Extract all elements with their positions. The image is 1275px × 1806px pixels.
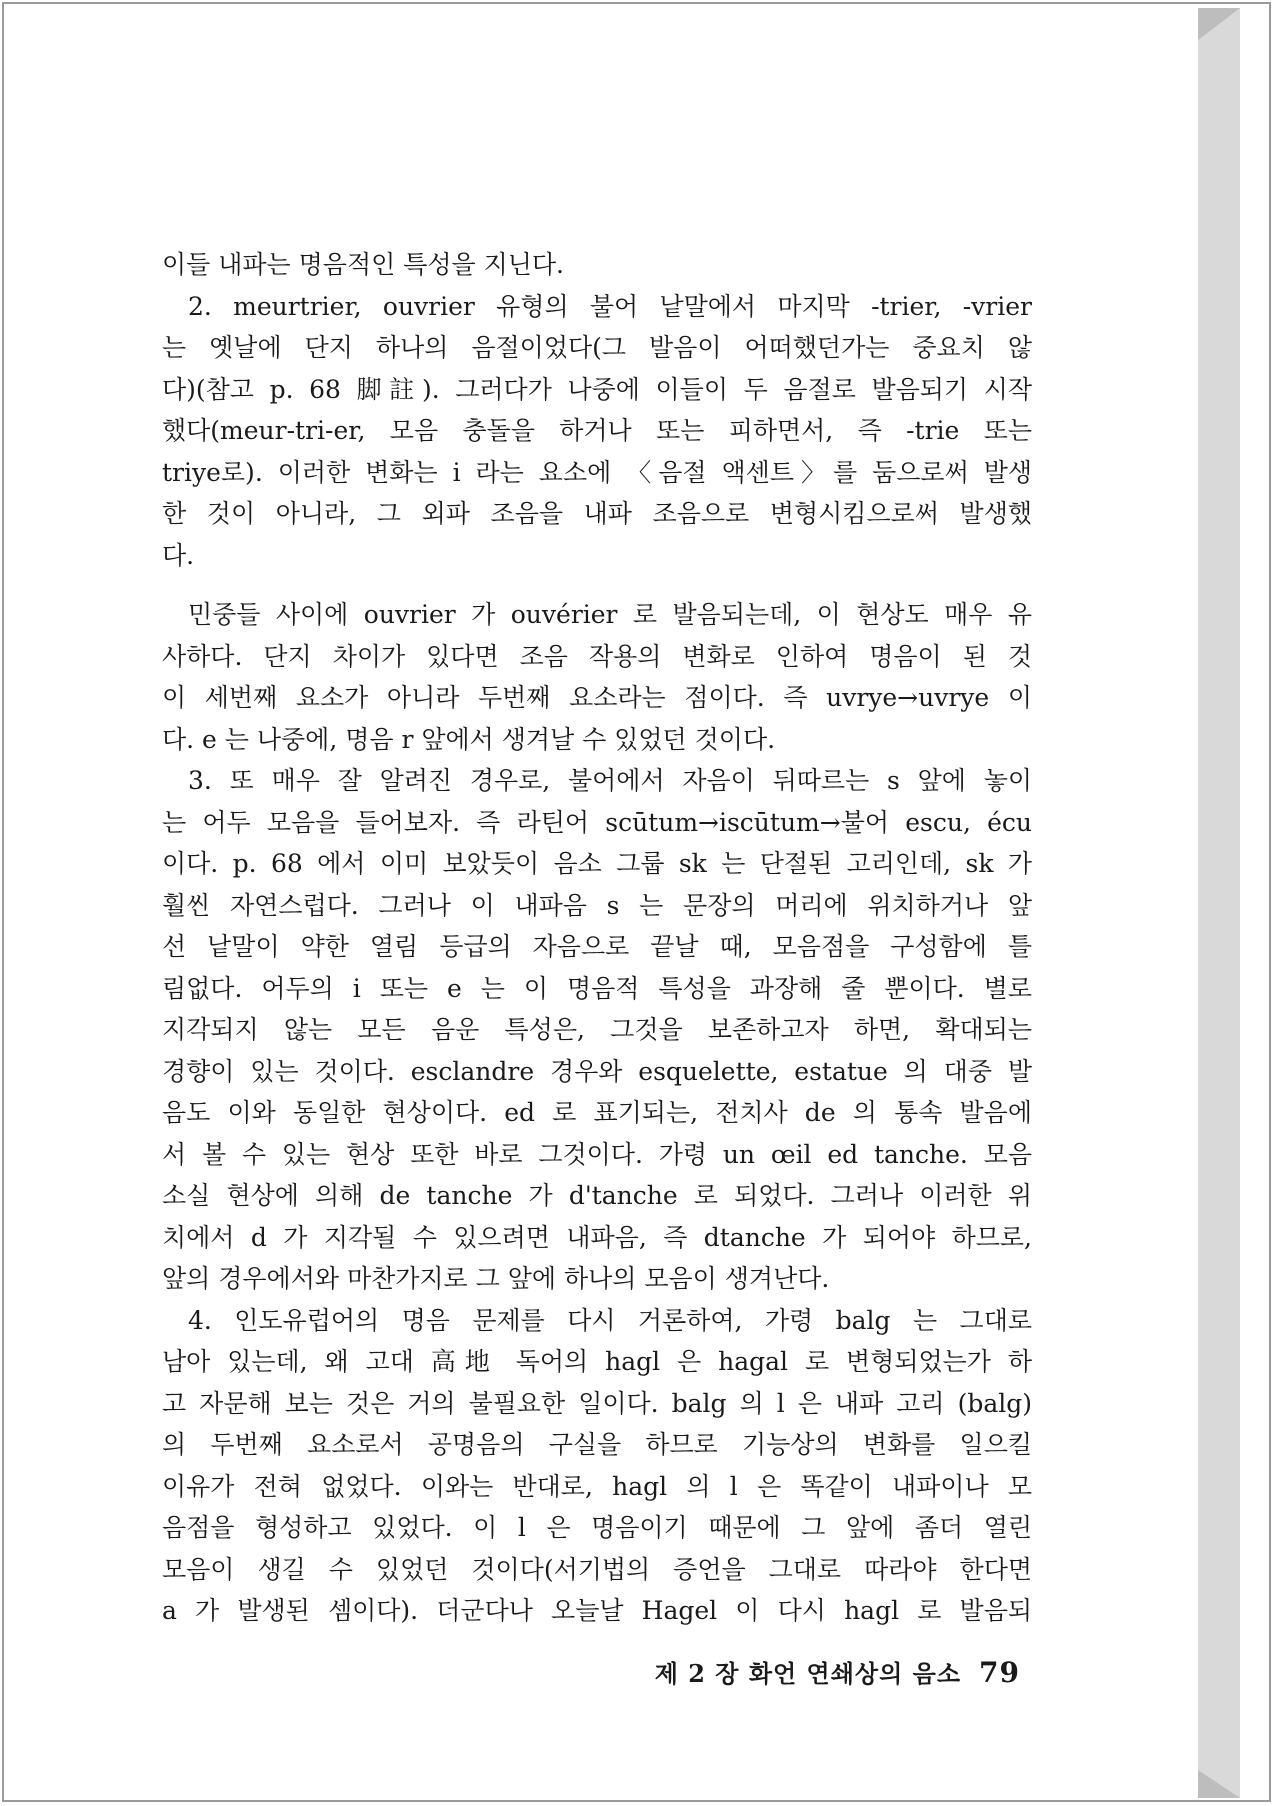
- text-line: 소실 현상에 의해 de tanche 가 d'tanche 로 되었다. 그러나 이러한 위: [162, 1181, 1032, 1210]
- text-line: 다. e 는 나중에, 명음 r 앞에서 생겨날 수 있었던 것이다.: [162, 724, 776, 754]
- text-line: 3. 또 매우 잘 알려진 경우로, 불어에서 자음이 뒤따르는 s 앞에 놓이: [188, 766, 1032, 795]
- text-line: 이유가 전혀 없었다. 이와는 반대로, hagl 의 l 은 똑같이 내파이나 모: [162, 1471, 1032, 1501]
- text-line: a 가 발생된 셈이다). 더군다나 오늘날 Hagel 이 다시 hagl 로 발음되: [162, 1596, 1032, 1625]
- text-line: 의 두번째 요소로서 공명음의 구실을 하므로 기능상의 변화를 일으킬: [162, 1430, 1032, 1459]
- text-line: 는 옛날에 단지 하나의 음절이었다(그 발음이 어떠했던가는 중요치 않: [162, 333, 1032, 362]
- text-line: 2. meurtrier, ouvrier 유형의 불어 낱말에서 마지막 -trier, -vrier: [188, 291, 1032, 321]
- text-line: 4. 인도유럽어의 명음 문제를 다시 거론하여, 가령 balg 는 그대로: [188, 1305, 1032, 1335]
- text-line: 이들 내파는 명음적인 특성을 지닌다.: [162, 250, 564, 279]
- text-line: 고 자문해 보는 것은 거의 불필요한 일이다. balg 의 l 은 내파 고리 (balg): [162, 1388, 1032, 1418]
- text-line: 이다. p. 68 에서 이미 보았듯이 음소 그룹 sk 는 단절된 고리인데, sk 가: [162, 849, 1032, 878]
- text-line: 경향이 있는 것이다. esclandre 경우와 esquelette, estatue 의 대중 발: [162, 1056, 1032, 1086]
- text-line: 모음이 생길 수 있었던 것이다(서기법의 증언을 그대로 따라야 한다면: [162, 1554, 1032, 1584]
- text-line: 선 낱말이 약한 열림 등급의 자음으로 끝날 때, 모음점을 구성함에 틀: [162, 932, 1032, 961]
- page-number: 79: [979, 1656, 1020, 1689]
- running-footer: 제 2 장 화언 연쇄상의 음소: [654, 1659, 962, 1688]
- text-line: 사하다. 단지 차이가 있다면 조음 작용의 변화로 인하여 명음이 된 것: [162, 641, 1032, 671]
- text-line: 지각되지 않는 모든 음운 특성은, 그것을 보존하고자 하면, 확대되는: [162, 1015, 1032, 1044]
- text-line: 림없다. 어두의 i 또는 e 는 이 명음적 특성을 과장해 줄 뿐이다. 별로: [162, 973, 1032, 1003]
- text-line: 훨씬 자연스럽다. 그러나 이 내파음 s 는 문장의 머리에 위치하거나 앞: [162, 890, 1032, 920]
- text-line: 음도 이와 동일한 현상이다. ed 로 표기되는, 전치사 de 의 통속 발음에: [162, 1098, 1032, 1127]
- text-line: 다.: [162, 540, 195, 570]
- text-line: 다)(참고 p. 68 脚註). 그러다가 나중에 이들이 두 음절로 발음되기 시작: [162, 374, 1032, 404]
- page-footer: [640, 1654, 1020, 1689]
- text-line: 앞의 경우에서와 마찬가지로 그 앞에 하나의 모음이 생겨난다.: [162, 1264, 830, 1293]
- text-line: 했다(meur-tri-er, 모음 충돌을 하거나 또는 피하면서, 즉 -trie 또는: [162, 416, 1032, 445]
- text-line: 는 어두 모음을 들어보자. 즉 라틴어 scūtum→iscūtum→불어 escu, écu: [162, 807, 1032, 837]
- text-line: 한 것이 아니라, 그 외파 조음을 내파 조음으로 변형시킴으로써 발생했: [162, 499, 1032, 528]
- page-edge-right: [1198, 8, 1240, 1798]
- body-text: [162, 244, 1032, 1632]
- text-line: 이 세번째 요소가 아니라 두번째 요소라는 점이다. 즉 uvrye→uvrye 이: [162, 683, 1032, 712]
- text-line: 민중들 사이에 ouvrier 가 ouvérier 로 발음되는데, 이 현상도 매우 유: [188, 600, 1032, 629]
- text-line: triye로). 이러한 변화는 i 라는 요소에 〈음절 액센트〉를 둠으로써 발생: [162, 457, 1032, 487]
- text-line: 음점을 형성하고 있었다. 이 l 은 명음이기 때문에 그 앞에 좀더 열린: [162, 1513, 1032, 1542]
- text-line: 서 볼 수 있는 현상 또한 바로 그것이다. 가령 un œil ed tanche. 모음: [162, 1139, 1032, 1169]
- text-line: 남아 있는데, 왜 고대 高地 독어의 hagl 은 hagal 로 변형되었는가 하: [162, 1347, 1032, 1376]
- text-line: 치에서 d 가 지각될 수 있으려면 내파음, 즉 dtanche 가 되어야 하므로,: [162, 1222, 1032, 1252]
